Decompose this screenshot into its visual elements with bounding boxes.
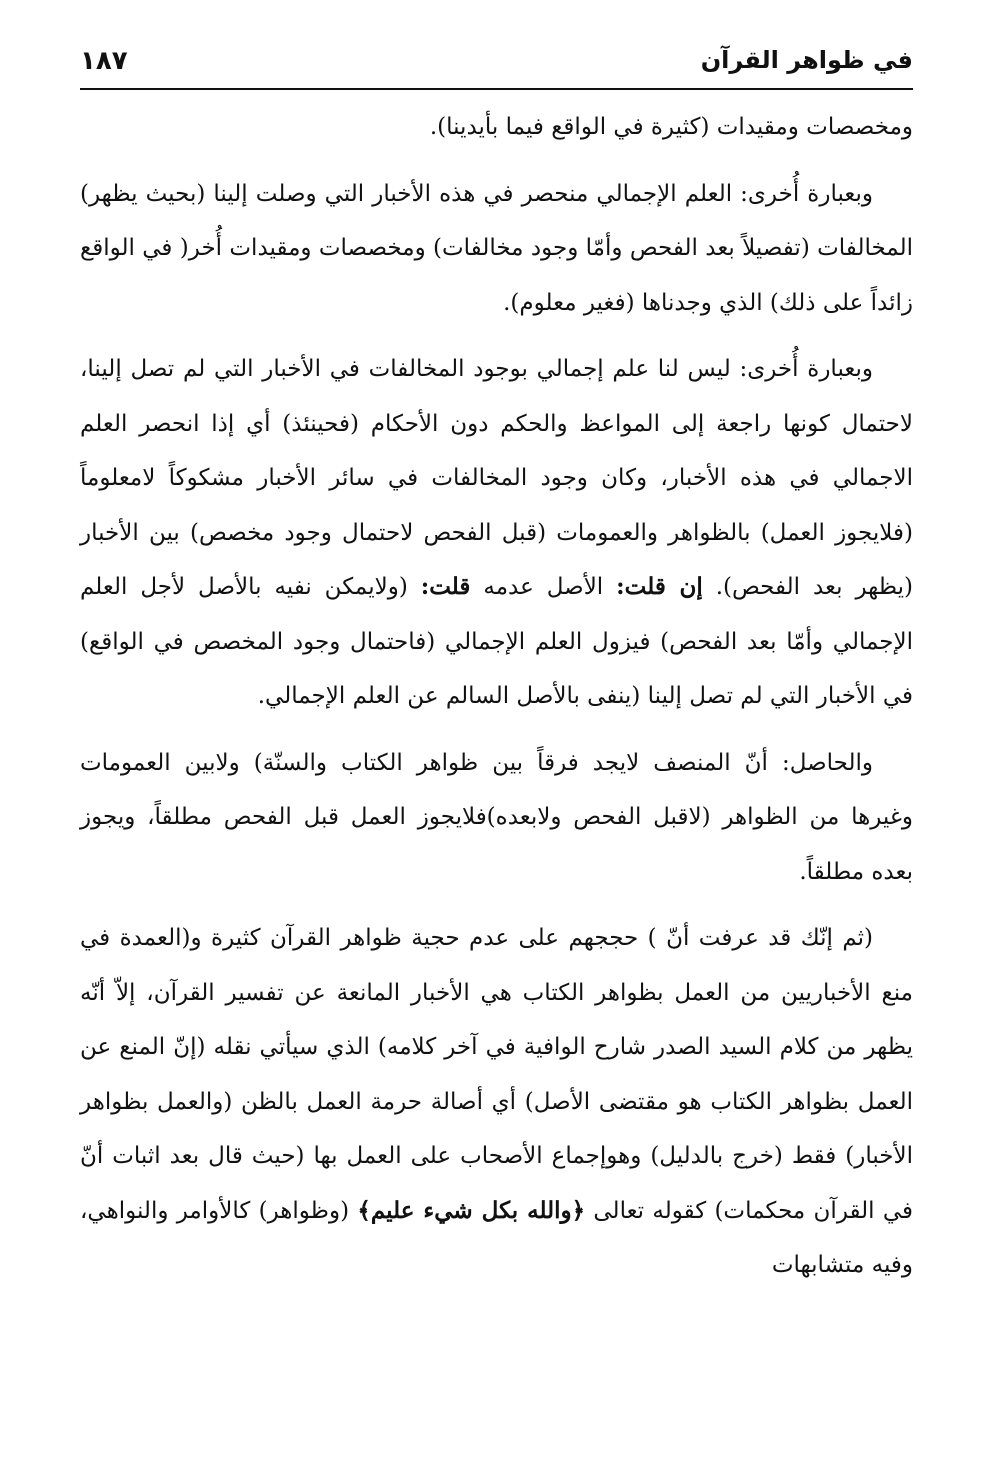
paragraph-2: وبعبارة أُخرى: العلم الإجمالي منحصر في هذه الأخبار التي وصلت إلينا (بحيث يظهر) المخالفات (تفصيلاً بعد الفحص وأمّا وجود مخالفات) ومخصصات ومقيدات أُخر( في الواقع زائداً على ذلك) الذي وجدناها (فغير معلوم). — [80, 180, 913, 316]
paragraph-1: ومخصصات ومقيدات (كثيرة في الواقع فيما بأيدينا). — [429, 114, 913, 140]
header-divider — [80, 88, 913, 90]
paragraph-5-text-b: (وظواهر) كالأوامر والنواهي، وفيه متشابهات — [80, 1197, 913, 1278]
paragraph-3-text-b: الأصل عدمه — [483, 574, 604, 600]
quran-verse: ﴿والله بكل شيء عليم﴾ — [357, 1196, 586, 1224]
paragraph-4: والحاصل: أنّ المنصف لايجد فرقاً بين ظواهر الكتاب والسنّة) ولابين العمومات وغيرها من الظواهر (لاقبل الفحص ولابعده)فلايجوز العمل قبل الفحص مطلقاً، ويجوز بعده مطلقاً. — [80, 749, 913, 885]
page-number: ١٨٧ — [80, 46, 128, 76]
page-body — [80, 100, 913, 1305]
paragraph-3-text-a: وبعبارة أُخرى: ليس لنا علم إجمالي بوجود المخالفات في الأخبار التي لم تصل إلينا، لاحتمال كونها راجعة إلى المواعظ والحكم دون الأحكام (فحينئذ) أي إذا انحصر العلم الاجمالي في هذه الأخبار، وكان وجود المخالفات في سائر الأخبار مشكوكاً لامعلوماً (فلايجوز العمل) بالظواهر والعمومات (قبل الفحص لاحتمال وجود مخصص) بين الأخبار (يظهر بعد الفحص). — [80, 356, 913, 600]
paragraph-3-text-c: (ولايمكن نفيه بالأصل لأجل العلم الإجمالي وأمّا بعد الفحص) فيزول العلم الإجمالي (فاحتمال وجود المخصص في الواقع) في الأخبار التي لم تصل إلينا (ينفى بالأصل السالم عن العلم الإجمالي. — [80, 574, 913, 709]
keyword-in-qulta: إن قلت: — [616, 573, 703, 600]
paragraph-5-text-a: (ثم إنّك قد عرفت أنّ ) حججهم على عدم حجية ظواهر القرآن كثيرة و(العمدة في منع الأخباريين من العمل بظواهر الكتاب هي الأخبار المانعة عن تفسير القرآن، إلاّ أنّه يظهر من كلام السيد الصدر شارح الوافية في آخر كلامه) الذي سيأتي نقله (إنّ المنع عن العمل بظواهر الكتاب هو مقتضى الأصل) أي أصالة حرمة العمل بالظن (والعمل بظواهر الأخبار) فقط (خرج بالدليل) وهوإجماع الأصحاب على العمل بها (حيث قال بعد اثبات أنّ في القرآن محكمات) كقوله تعالى — [80, 925, 914, 1224]
paragraph-5 — [80, 911, 913, 1293]
keyword-qultu: قلت: — [420, 573, 471, 600]
paragraph-3 — [80, 342, 913, 724]
running-title: في ظواهر القرآن — [700, 46, 913, 74]
page-header — [80, 44, 913, 86]
